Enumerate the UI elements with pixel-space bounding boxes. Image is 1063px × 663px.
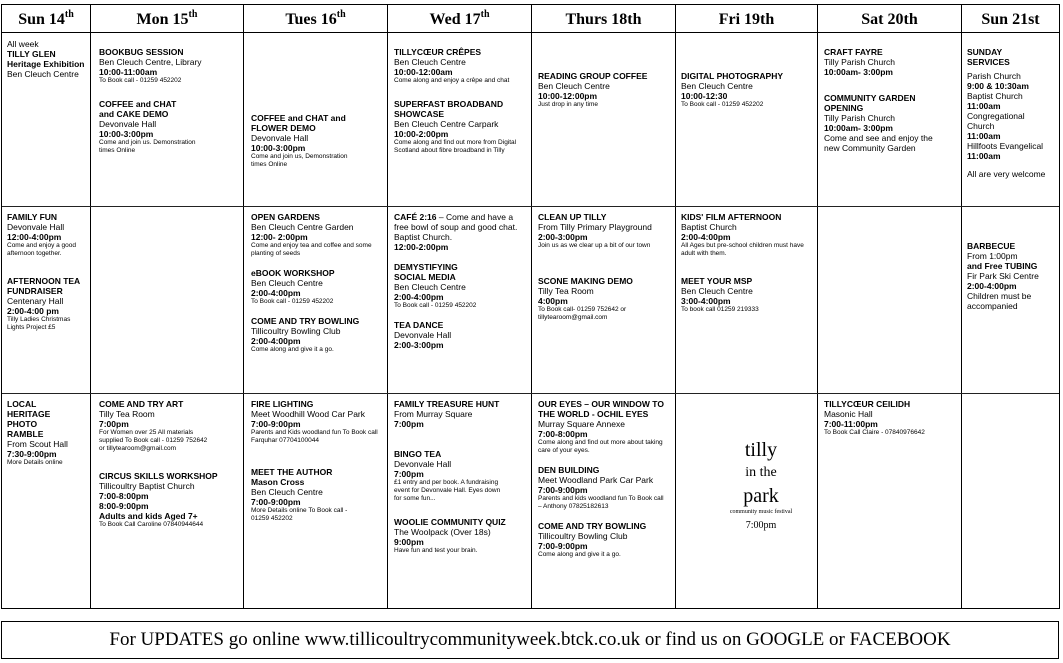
event-time: 7:00pm <box>99 419 129 429</box>
event-time: 10:00-12:00pm <box>538 91 598 101</box>
event-time: 7:00-11:00pm <box>824 419 878 429</box>
event-venue: Tilly Tea Room <box>99 409 155 419</box>
day-header-sun21 <box>962 5 1059 33</box>
day-num: 21st <box>1012 11 1040 28</box>
event <box>681 276 815 314</box>
event <box>538 399 672 455</box>
event <box>251 467 385 523</box>
event-venue: Ben Cleuch Centre <box>394 57 466 67</box>
event-title: FAMILY TREASURE HUNT <box>394 399 500 409</box>
event-venue: Ben Cleuch Centre <box>681 286 753 296</box>
event-note: To Book call - 01259 452202 <box>681 101 764 108</box>
day-header-wed17 <box>388 5 531 33</box>
row-divider <box>2 206 1059 207</box>
event-title: SUNDAY SERVICES <box>967 47 1010 67</box>
event <box>538 276 672 322</box>
day-num: 15 <box>172 11 189 28</box>
column-divider <box>675 5 676 608</box>
event-time: 10:00-12:30 <box>681 91 728 101</box>
event-time: 7:30-9:00pm <box>7 449 57 459</box>
day-suffix: th <box>336 9 346 20</box>
column-divider <box>961 5 962 608</box>
event-time: 2:00-4:00 pm <box>7 306 59 316</box>
logo-subtitle: community music festival <box>729 509 793 515</box>
event <box>99 47 239 85</box>
event-venue: Devonvale Hall <box>394 459 452 469</box>
cell-wed17-evening <box>394 399 528 565</box>
event <box>681 71 815 109</box>
event-note: Parents and kids woodland fun To Book call – Anthony 07825182613 <box>538 495 664 510</box>
event <box>99 471 239 529</box>
event-title: KIDS' FILM AFTERNOON <box>681 212 782 222</box>
event-venue: Masonic Hall <box>824 409 873 419</box>
event-time: 4:00pm <box>538 296 568 306</box>
updates-footer <box>1 621 1059 659</box>
cell-sat20-evening <box>824 399 958 447</box>
event-venue: Devonvale Hall <box>7 222 65 232</box>
event-title: READING GROUP COFFEE <box>538 71 648 81</box>
event <box>251 316 385 354</box>
day-name: Tues <box>285 11 317 28</box>
day-num: 18th <box>611 11 642 28</box>
event-venue: Ben Cleuch Centre <box>7 69 79 79</box>
event <box>251 399 385 445</box>
event <box>538 521 672 559</box>
event-time: 2:00-4:00pm <box>681 232 731 242</box>
event-venue: Ben Cleuch Centre <box>251 487 323 497</box>
event-venue: Ben Cleuch Centre <box>251 278 323 288</box>
event-time: 10:00-3:00pm <box>99 129 154 139</box>
event-note: Tilly Ladies Christmas Lights Project £5 <box>7 316 71 331</box>
event-title: OPEN GARDENS <box>251 212 320 222</box>
event <box>251 113 385 169</box>
event <box>394 517 528 555</box>
cell-sun14-morning <box>7 39 89 89</box>
event-note: To Book call- 01259 752642 or tillytearoom@gmail.com <box>538 306 627 321</box>
event-venue: Ben Cleuch Centre Garden <box>251 222 354 232</box>
cell-sun14-afternoon <box>7 212 89 342</box>
event-title: BOOKBUG SESSION <box>99 47 184 57</box>
event <box>7 276 89 332</box>
event-venue: Ben Cleuch Centre <box>538 81 610 91</box>
footer-text: For UPDATES go online www.tillicoultrycommunityweek.btck.co.uk or find us on GOOGLE or FACEBOOK <box>109 629 951 650</box>
logo-time: 7:00pm <box>745 520 777 531</box>
day-header-fri19 <box>676 5 817 33</box>
event-title: COME AND TRY BOWLING <box>251 316 360 326</box>
event-description: Children must be accompanied <box>967 291 1032 311</box>
event-note: Come along and find out more about taking care of your eyes. <box>538 439 663 454</box>
event-audience: Adults and kids Aged 7+ <box>99 511 198 521</box>
event-time: 7:00-9:00pm <box>538 541 588 551</box>
day-suffix: th <box>188 9 198 20</box>
event <box>824 399 958 437</box>
day-header-sun14 <box>2 5 90 33</box>
event-title: LOCAL HERITAGE PHOTO RAMBLE <box>7 399 51 439</box>
event-time: 7:00-9:00pm <box>251 497 301 507</box>
event-extra: and Free TUBING <box>967 261 1038 271</box>
event-time: 2:00-4:00pm <box>394 292 444 302</box>
day-name: Fri <box>718 11 741 28</box>
event-venue: Meet Woodland Park Car Park <box>538 475 654 485</box>
event-time: 12:00-2:00pm <box>394 242 449 252</box>
day-header-thu18 <box>532 5 675 33</box>
cell-sat20-morning <box>824 47 958 163</box>
day-name: Sun <box>18 11 45 28</box>
event-note: Come and enjoy tea and coffee and some planting of seeds <box>251 242 372 257</box>
event <box>824 47 958 77</box>
author-name: Mason Cross <box>251 477 305 487</box>
row-divider <box>2 393 1059 394</box>
event-venue: Tillicoultry Baptist Church <box>99 481 195 491</box>
event-time: 3:00-4:00pm <box>681 296 731 306</box>
event-time: 7:00pm <box>394 419 424 429</box>
event-title: SCONE MAKING DEMO <box>538 276 633 286</box>
event <box>394 47 528 85</box>
event-note: Come along and find out more from Digital Scotland about fibre broadband in Tilly <box>394 139 517 154</box>
event-venue: The Woolpack (Over 18s) <box>394 527 491 537</box>
service-time: 11:00am <box>967 151 1001 161</box>
event-time: 2:00-4:00pm <box>967 281 1017 291</box>
event-note: Come and enjoy a good afternoon together. <box>7 242 77 257</box>
event-venue: Tilly Tea Room <box>538 286 594 296</box>
event-title: eBOOK WORKSHOP <box>251 268 335 278</box>
column-divider <box>387 5 388 608</box>
event-title: COME AND TRY ART <box>99 399 184 409</box>
event-venue: Ben Cleuch Centre Carpark <box>394 119 499 129</box>
column-divider <box>531 5 532 608</box>
day-suffix: th <box>64 9 74 20</box>
event-note: To Book Call Caroline 07840944644 <box>99 521 204 528</box>
day-name: Mon <box>136 11 169 28</box>
cell-mon15-morning <box>99 47 239 165</box>
service-church: Congregational Church <box>967 111 1025 131</box>
event-note: To book call 01259 219333 <box>681 306 759 313</box>
event-venue: From Tilly Primary Playground <box>538 222 652 232</box>
cell-thu18-afternoon <box>538 212 672 332</box>
event-time: 9:00pm <box>394 537 424 547</box>
event-venue: Baptist Church <box>681 222 737 232</box>
event-venue: Meet Woodhill Wood Car Park <box>251 409 366 419</box>
event-note: Come and join us, Demonstration times Online <box>251 153 348 168</box>
event-time: 7:00-8:00pm <box>538 429 588 439</box>
event <box>7 212 89 258</box>
event-title: TILLYCŒUR CRÊPES <box>394 47 482 57</box>
event-title: BARBECUE <box>967 241 1016 251</box>
cell-thu18-evening <box>538 399 672 569</box>
event-time: 10:00am- 3:00pm <box>824 67 893 77</box>
event <box>251 212 385 258</box>
cell-fri19-afternoon <box>681 212 815 324</box>
event-time: 12:00- 2:00pm <box>251 232 308 242</box>
event-title: COFFEE and CHAT and FLOWER DEMO <box>251 113 346 133</box>
logo-line: in the <box>745 465 777 480</box>
event-note: Come along and give it a go. <box>251 346 334 353</box>
column-divider <box>90 5 91 608</box>
event-title: OUR EYES – OUR WINDOW TO THE WORLD - OCHIL EYES <box>538 399 664 419</box>
cell-fri19-morning <box>681 71 815 119</box>
day-header-tue16 <box>244 5 387 33</box>
event-start: From 1:00pm <box>967 251 1018 261</box>
event-venue: Tillicoultry Bowling Club <box>538 531 628 541</box>
cell-sun21-morning <box>967 47 1059 189</box>
event-note: More Details online To Book call - 01259 452202 <box>251 507 348 522</box>
service-time: 11:00am <box>967 101 1001 111</box>
event-time: 7:00-9:00pm <box>538 485 588 495</box>
service-church: Hillfoots Evangelical <box>967 141 1044 151</box>
event-time: 10:00-2:00pm <box>394 129 449 139</box>
event-title: TILLY GLEN Heritage Exhibition <box>7 49 85 69</box>
cell-sun14-evening <box>7 399 89 477</box>
event-time: 7:00-8:00pm <box>99 491 149 501</box>
day-name: Thurs <box>565 11 608 28</box>
event-title: AFTERNOON TEA FUNDRAISER <box>7 276 80 296</box>
event-venue: Fir Park Ski Centre <box>967 271 1039 281</box>
event-time: 2:00-4:00pm <box>251 288 301 298</box>
event-description: – Come and have a free bowl of soup and good chat. Baptist Church. <box>394 212 518 242</box>
event-venue: Devonvale Hall <box>99 119 157 129</box>
cell-tue16-evening <box>251 399 385 533</box>
event-title: SUPERFAST BROADBAND SHOWCASE <box>394 99 504 119</box>
day-num: 16 <box>320 11 337 28</box>
day-suffix: th <box>480 9 490 20</box>
event-note: Come and join us. Demonstration times Online <box>99 139 196 154</box>
event-note: Just drop in any time <box>538 101 598 108</box>
event-note: Have fun and test your brain. <box>394 547 478 554</box>
event-time: 10:00-11:00am <box>99 67 158 77</box>
event-venue: Tilly Parish Church <box>824 57 896 67</box>
event-note: Come along and enjoy a crêpe and chat <box>394 77 510 84</box>
cell-wed17-morning <box>394 47 528 165</box>
event-time: 12:00-4:00pm <box>7 232 62 242</box>
logo-line: tilly <box>744 439 778 461</box>
event <box>538 71 672 109</box>
event-venue: Tilly Parish Church <box>824 113 896 123</box>
event-note: More Details online <box>7 459 63 466</box>
day-num: 19th <box>744 11 775 28</box>
event-venue: From Scout Hall <box>7 439 68 449</box>
event-time: 10:00-12:00am <box>394 67 453 77</box>
event-note: For Women over 25 All materials supplied To Book call - 01259 752642 or tillytearoom@gmail.com <box>99 429 208 452</box>
event-title: CRAFT FAYRE <box>824 47 883 57</box>
event-time: 10:00-3:00pm <box>251 143 306 153</box>
event-venue: Ben Cleuch Centre, Library <box>99 57 202 67</box>
event <box>7 39 89 79</box>
event-title: TEA DANCE <box>394 320 444 330</box>
event <box>394 449 528 503</box>
event-title: MEET THE AUTHOR <box>251 467 333 477</box>
event-venue: Murray Square Annexe <box>538 419 625 429</box>
event <box>394 399 528 429</box>
event <box>967 47 1059 179</box>
event-note: To Book Call Claire - 07840976642 <box>824 429 925 436</box>
column-divider <box>817 5 818 608</box>
event-note: Join us as we clear up a bit of our town <box>538 242 651 249</box>
column-divider <box>243 5 244 608</box>
event <box>538 212 672 250</box>
service-church: Baptist Church <box>967 91 1023 101</box>
event-title: DEN BUILDING <box>538 465 600 475</box>
event-venue: Ben Cleuch Centre <box>394 282 466 292</box>
events-timetable <box>1 4 1060 609</box>
event-time: 2:00-3:00pm <box>538 232 588 242</box>
event <box>394 212 528 252</box>
event-title: WOOLIE COMMUNITY QUIZ <box>394 517 506 527</box>
cell-tue16-afternoon <box>251 212 385 364</box>
event-title: COME AND TRY BOWLING <box>538 521 647 531</box>
event-time: 10:00am- 3:00pm <box>824 123 893 133</box>
event <box>681 212 815 258</box>
event <box>394 99 528 155</box>
service-church: Parish Church <box>967 71 1021 81</box>
event <box>99 399 239 453</box>
event-title: BINGO TEA <box>394 449 442 459</box>
event-note: All Ages but pre-school children must have adult with them. <box>681 242 804 257</box>
event-note: Come along and give it a go. <box>538 551 621 558</box>
event-venue: From Murray Square <box>394 409 473 419</box>
event <box>394 320 528 350</box>
event <box>7 399 89 467</box>
event-note: Parents and Kids woodland fun To Book call Farquhar 07704100044 <box>251 429 378 444</box>
event-note: All week <box>7 39 39 49</box>
event-title: MEET YOUR MSP <box>681 276 753 286</box>
service-time: 11:00am <box>967 131 1001 141</box>
event-title: COMMUNITY GARDEN OPENING <box>824 93 916 113</box>
day-num: 17 <box>464 11 481 28</box>
event-title: COFFEE and CHAT and CAKE DEMO <box>99 99 177 119</box>
cell-wed17-afternoon <box>394 212 528 360</box>
event-time: 7:00pm <box>394 469 424 479</box>
event-title: DIGITAL PHOTOGRAPHY <box>681 71 784 81</box>
day-header-sat20 <box>818 5 961 33</box>
event-venue: Ben Cleuch Centre <box>681 81 753 91</box>
day-header-mon15 <box>91 5 243 33</box>
logo-line: park <box>743 485 779 507</box>
event-time: 7:00-9:00pm <box>251 419 301 429</box>
day-num: 20th <box>887 11 918 28</box>
event-title: FIRE LIGHTING <box>251 399 314 409</box>
closing-note: All are very welcome <box>967 169 1046 179</box>
day-num: 14 <box>48 11 65 28</box>
cell-tue16-morning <box>251 113 385 179</box>
event <box>538 465 672 511</box>
event-title: CAFÉ 2:16 <box>394 212 437 222</box>
event-title: DEMYSTIFYING SOCIAL MEDIA <box>394 262 458 282</box>
event-description: Come and see and enjoy the new Community Garden <box>824 133 933 153</box>
event-time: 2:00-4:00pm <box>251 336 301 346</box>
service-time: 9:00 & 10:30am <box>967 81 1029 91</box>
event <box>967 241 1059 311</box>
event-title: CIRCUS SKILLS WORKSHOP <box>99 471 218 481</box>
event-venue: Devonvale Hall <box>251 133 309 143</box>
event-note: To Book call - 01259 452202 <box>99 77 182 84</box>
event-title: TILLYCŒUR CEILIDH <box>824 399 911 409</box>
event-venue: Centenary Hall <box>7 296 64 306</box>
event <box>824 93 958 153</box>
event <box>99 99 239 155</box>
day-name: Sat <box>861 11 884 28</box>
event-note: To Book call - 01259 452202 <box>251 298 334 305</box>
event-title: CLEAN UP TILLY <box>538 212 607 222</box>
day-name: Wed <box>429 11 461 28</box>
cell-thu18-morning <box>538 71 672 119</box>
event-note: £1 entry and per book. A fundraising event for Devonvale Hall. Eyes down for some fun... <box>394 479 501 502</box>
event <box>251 268 385 306</box>
event-time: 2:00-3:00pm <box>394 340 444 350</box>
event-note: To Book call - 01259 452202 <box>394 302 477 309</box>
event-time: 8:00-9:00pm <box>99 501 149 511</box>
event-venue: Tillicoultry Bowling Club <box>251 326 341 336</box>
event-title: FAMILY FUN <box>7 212 58 222</box>
event-venue: Devonvale Hall <box>394 330 452 340</box>
event <box>394 262 528 310</box>
tilly-in-the-park-logo <box>706 439 816 532</box>
cell-sun21-afternoon <box>967 241 1059 321</box>
cell-mon15-evening <box>99 399 239 539</box>
day-name: Sun <box>981 11 1009 28</box>
